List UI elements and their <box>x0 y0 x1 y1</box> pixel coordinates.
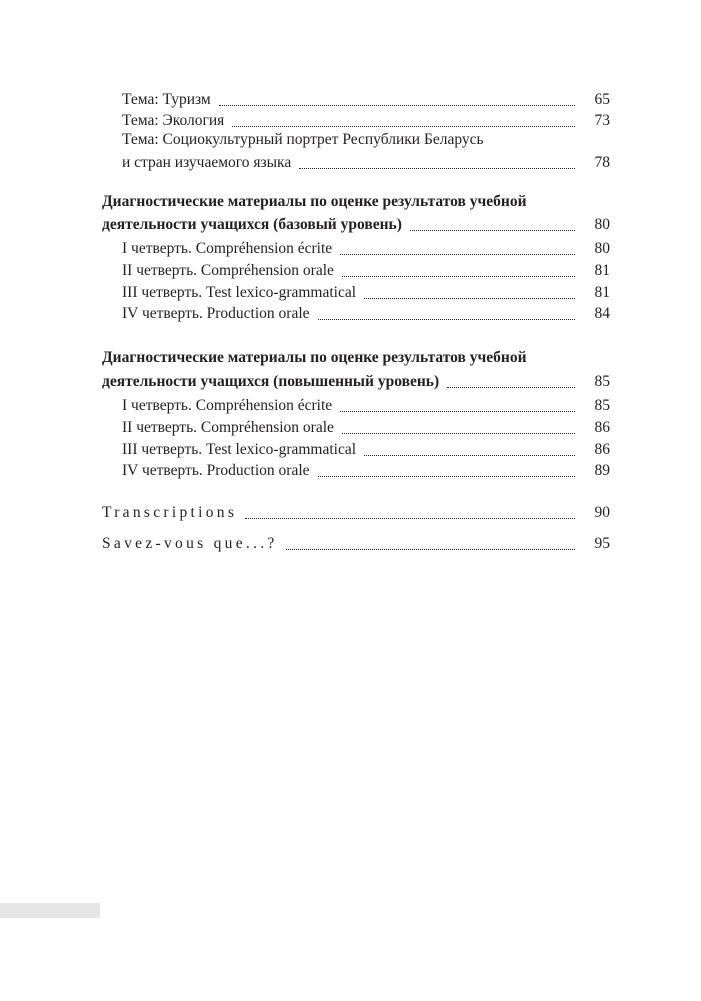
section-heading-basic <box>102 213 610 235</box>
toc-page-number: 95 <box>594 535 610 552</box>
toc-leader-dots <box>232 126 575 127</box>
toc-leader-dots <box>318 319 575 320</box>
toc-leader-dots <box>340 411 575 412</box>
toc-leader-dots <box>219 105 575 106</box>
toc-entry-title: III четверть. Test lexico-grammatical <box>122 284 357 301</box>
toc-entry-title: II четверть. Compréhension orale <box>122 262 334 279</box>
toc-entry-title: III четверть. Test lexico-grammatical <box>122 441 357 458</box>
section-heading-advanced-line1: Диагностические материалы по оценке результатов учебной <box>102 349 527 366</box>
section-heading-basic-line2: деятельности учащихся (базовый уровень) <box>102 216 402 233</box>
toc-entry <box>122 459 610 481</box>
toc-entry <box>122 88 610 110</box>
toc-entry-title: IV четверть. Production orale <box>122 462 310 479</box>
toc-page-number: 85 <box>594 373 610 390</box>
toc-entry-title-line1: Тема: Социокультурный портрет Республики Беларусь <box>122 131 484 148</box>
toc-entry-savez-vous <box>102 532 610 554</box>
toc-entry <box>122 109 610 131</box>
toc-leader-dots <box>342 433 575 434</box>
toc-leader-dots <box>340 254 575 255</box>
section-heading-advanced-line2: деятельности учащихся (повышенный уровень) <box>102 373 440 390</box>
toc-page-number: 65 <box>594 91 610 108</box>
toc-entry <box>122 237 610 259</box>
toc-leader-dots <box>364 455 575 456</box>
toc-leader-dots <box>410 230 575 231</box>
toc-leader-dots <box>245 518 575 519</box>
toc-entry-title: Transcriptions <box>102 504 238 521</box>
toc-entry-title: I четверть. Compréhension écrite <box>122 240 333 257</box>
toc-leader-dots <box>342 276 575 277</box>
toc-page-number: 89 <box>594 462 610 479</box>
toc-entry <box>122 438 610 460</box>
toc-page-number: 81 <box>594 262 610 279</box>
toc-page-number: 85 <box>594 397 610 414</box>
toc-entry-title: Тема: Экология <box>122 112 225 129</box>
toc-page-number: 86 <box>594 419 610 436</box>
section-heading-basic-line1: Диагностические материалы по оценке результатов учебной <box>102 193 527 210</box>
toc-entry-title: Savez-vous que...? <box>102 535 278 552</box>
toc-entry <box>122 302 610 324</box>
toc-leader-dots <box>447 387 575 388</box>
toc-entry-title: IV четверть. Production orale <box>122 305 310 322</box>
toc-entry <box>122 259 610 281</box>
toc-page-number: 90 <box>594 504 610 521</box>
toc-entry-title-line2: и стран изучаемого языка <box>122 154 292 171</box>
toc-page-number: 84 <box>594 305 610 322</box>
toc-entry-transcriptions <box>102 501 610 523</box>
toc-entry-title: I четверть. Compréhension écrite <box>122 397 333 414</box>
toc-entry <box>122 416 610 438</box>
toc-page-number: 80 <box>594 240 610 257</box>
toc-leader-dots <box>364 298 575 299</box>
page-edge-shading <box>0 903 100 918</box>
section-heading-advanced <box>102 370 610 392</box>
toc-entry-title: Тема: Туризм <box>122 91 211 108</box>
toc-page-number: 86 <box>594 441 610 458</box>
toc-entry <box>122 394 610 416</box>
toc-page-number: 78 <box>594 154 610 171</box>
toc-page-number: 81 <box>594 284 610 301</box>
toc-leader-dots <box>286 549 575 550</box>
toc-entry <box>122 281 610 303</box>
toc-page-number: 73 <box>594 112 610 129</box>
toc-leader-dots <box>318 476 575 477</box>
toc-page-number: 80 <box>594 216 610 233</box>
toc-leader-dots <box>299 168 575 169</box>
toc-entry-title: II четверть. Compréhension orale <box>122 419 334 436</box>
toc-entry <box>122 151 610 173</box>
